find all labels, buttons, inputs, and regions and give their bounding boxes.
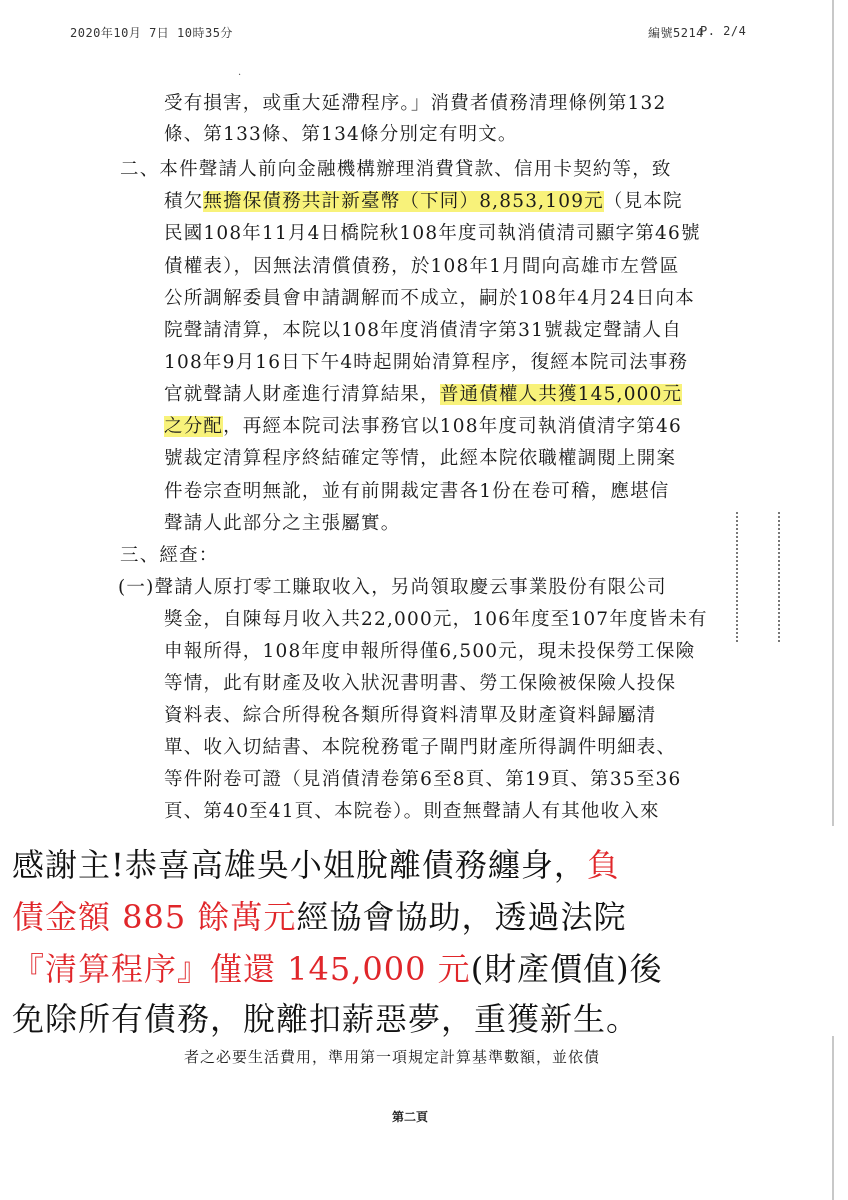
banner-text: 感謝主!恭喜高雄吳小姐脫離債務纏身，: [12, 846, 587, 884]
body-text: （見本院: [603, 191, 683, 212]
fax-header-number: 編號5214: [648, 26, 704, 40]
scan-speck: ·: [238, 70, 242, 81]
body-text: 官就聲請人財產進行清算結果，: [164, 384, 440, 405]
banner-red-text: 負: [586, 846, 620, 884]
highlighted-distribution: 普通債權人共獲145,000元: [439, 384, 683, 405]
body-line-1: 受有損害，或重大延滯程序。」消費者債務清理條例第132: [164, 93, 667, 114]
body-line-10: [164, 383, 682, 407]
body-line-18: 申報所得，108年度申報所得僅6,500元，現未投保勞工保險: [164, 641, 696, 662]
body-text: ，再經本院司法事務官以108年度司執消債清字第46: [223, 416, 682, 437]
fax-header-date: 2020年10月 7日 10時35分: [70, 26, 233, 40]
body-line-20: 資料表、綜合所得稅各類所得資料清單及財產資料歸屬清: [164, 705, 657, 726]
highlighted-distribution-end: 之分配: [164, 416, 224, 437]
highlighted-debt-total: 無擔保債務共計新臺幣（下同）8,853,109元: [203, 191, 604, 212]
body-line-7: 公所調解委員會申請調解而不成立，嗣於108年4月24日向本: [164, 288, 695, 309]
body-line-6: 債權表），因無法清償債務，於108年1月間向高雄市左營區: [164, 256, 680, 277]
banner-text: 經協會協助，透過法院: [296, 898, 627, 936]
section-heading: 三、經查：: [120, 545, 219, 566]
body-line-12: 號裁定清算程序終結確定等情，此經本院依職權調閱上開案: [164, 448, 677, 469]
body-line-23: 頁、第40至41頁、本院卷）。則查無聲請人有其他收入來: [164, 801, 660, 822]
banner-red-text: 『清算程序』僅還 145,000 元: [12, 950, 471, 988]
body-line-last: 者之必要生活費用，準用第一項規定計算基準數額，並依債: [184, 1048, 601, 1066]
body-line-8: 院聲請清算，本院以108年度消債清字第31號裁定聲請人自: [164, 320, 682, 341]
body-line-14: 聲請人此部分之主張屬實。: [164, 513, 401, 534]
body-line-19: 等情，此有財產及收入狀況書明書、勞工保險被保險人投保: [164, 673, 677, 694]
banner-line-4: 免除所有債務，脫離扣薪惡夢，重獲新生。: [12, 1000, 640, 1038]
banner-line-3: [12, 948, 663, 990]
body-line-3: 二、本件聲請人前向金融機構辦理消費貸款、信用卡契約等，致: [120, 159, 672, 180]
fax-header-page: P. 2/4: [700, 24, 747, 38]
body-line-4: [164, 190, 683, 214]
banner-red-text: 債金額 885 餘萬元: [12, 898, 297, 936]
body-line-16: (一)聲請人原打零工賺取收入，另尚領取慶云事業股份有限公司: [118, 577, 667, 598]
body-line-22: 等件附卷可證（見消債清卷第6至8頁、第19頁、第35至36: [164, 769, 682, 790]
body-line-9: 108年9月16日下午4時起開始清算程序，復經本院司法事務: [164, 352, 689, 373]
body-line-21: 單、收入切結書、本院稅務電子閘門財產所得調件明細表、: [164, 737, 677, 758]
body-line-2: 條、第133條、第134條分別定有明文。: [164, 124, 518, 145]
body-line-13: 件卷宗查明無訛，並有前開裁定書各1份在卷可稽，應堪信: [164, 481, 670, 502]
page-footer: 第二頁: [392, 1110, 429, 1124]
banner-text: (財產價值)後: [470, 950, 663, 988]
banner-line-1: [12, 844, 620, 886]
body-line-5: 民國108年11月4日橋院秋108年度司執消債清司顯字第46號: [164, 223, 701, 244]
body-line-11: [164, 415, 682, 439]
congratulation-banner: [0, 826, 836, 1036]
punch-hole-marks: [736, 512, 780, 642]
body-text: 積欠: [164, 191, 204, 212]
banner-line-2: [12, 896, 626, 938]
body-line-17: 獎金，自陳每月收入共22,000元，106年度至107年度皆未有: [164, 609, 708, 630]
